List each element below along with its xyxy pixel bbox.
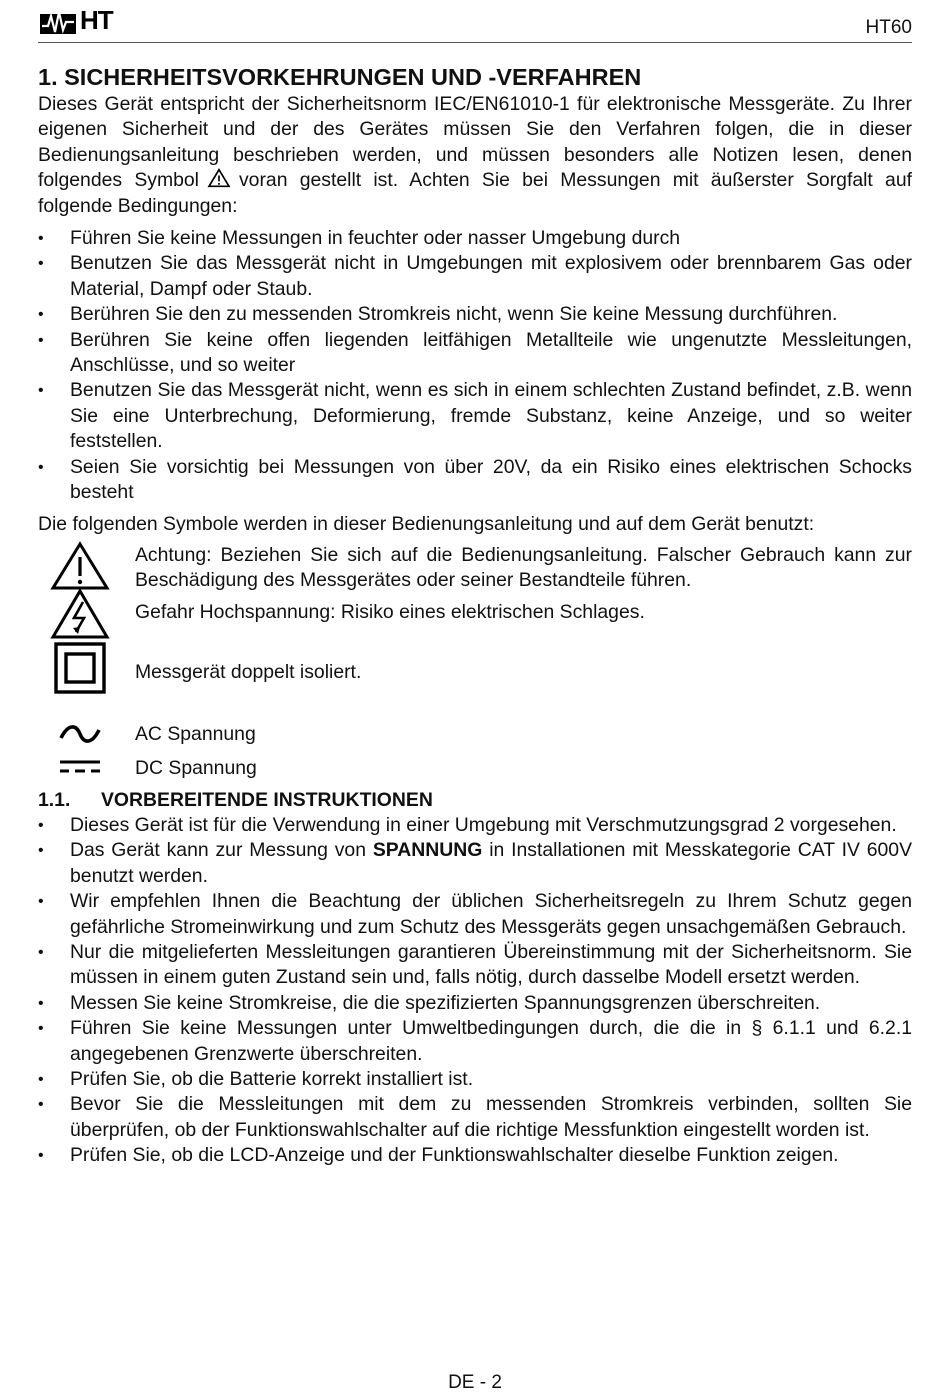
list-item: • Bevor Sie die Messleitungen mit dem zu messenden Stromkreis verbinden, sollten Sie überprüfen, ob der Funktionswahlschalter auf die richtige Messfunktion eingestellt worden ist.	[38, 1092, 912, 1143]
intro-text-a: Dieses Gerät entspricht der Sicherheitsnorm IEC/EN61010-1 für elektronische Messgeräte. Zu Ihrer eigenen Sicherheit und der des Gerätes müssen Sie den Verfahren folgen, die in dieser Bedienungsanleitung beschrieben werden, und müssen besonders alle Notizen lesen, denen folgendes Symbol	[38, 93, 912, 192]
list-item: • Benutzen Sie das Messgerät nicht in Umgebungen mit explosivem oder brennbarem Gas oder Material, Dampf oder Staub.	[38, 251, 912, 302]
symbol-row	[38, 660, 912, 720]
subsection-title-text: VORBEREITENDE INSTRUKTIONEN	[101, 788, 433, 811]
list-text: Das Gerät kann zur Messung von	[70, 839, 367, 862]
dc-voltage-icon	[58, 756, 102, 776]
logo-text: HT	[80, 5, 113, 35]
list-item: • Führen Sie keine Messungen in feuchter oder nasser Umgebung durch	[38, 226, 912, 251]
symbols-legend	[38, 543, 912, 786]
list-item: • Messen Sie keine Stromkreise, die die spezifizierten Spannungsgrenzen überschreiten.	[38, 991, 912, 1016]
symbol-text: DC Spannung	[135, 756, 257, 779]
symbol-text: Messgerät doppelt isoliert.	[135, 660, 362, 683]
page-content	[38, 62, 912, 1169]
section-title: 1. SICHERHEITSVORKEHRUNGEN UND -VERFAHREN	[38, 64, 642, 90]
conditions-list	[38, 226, 912, 505]
list-item: • Prüfen Sie, ob die Batterie korrekt installiert ist.	[38, 1067, 912, 1092]
list-item: • Berühren Sie keine offen liegenden leitfähigen Metallteile wie ungenutzte Messleitungen, Anschlüsse, und so weiter	[38, 328, 912, 379]
intro-text-b: voran gestellt ist. Achten Sie bei Messungen mit äußerster Sorgfalt auf folgende Bedingungen:	[38, 169, 913, 217]
symbol-text: AC Spannung	[135, 722, 256, 745]
intro-paragraph	[38, 92, 912, 219]
list-item: • Benutzen Sie das Messgerät nicht, wenn es sich in einem schlechten Zustand befindet, z.B. wenn Sie eine Unterbrechung, Deformierung, fremde Substanz, keine Anzeige, und so weiter feststellen.	[38, 378, 912, 454]
list-item: • Nur die mitgelieferten Messleitungen garantieren Übereinstimmung mit der Sicherheitsnorm. Sie müssen in einem guten Zustand sein und, falls nötig, durch dasselbe Modell ersetzt werden.	[38, 940, 912, 991]
instructions-list	[38, 813, 912, 1169]
list-item: • Berühren Sie den zu messenden Stromkreis nicht, wenn Sie keine Messung durchführen.	[38, 302, 912, 327]
list-text: in Installationen mit Messkategorie CAT IV 600V benutzt werden.	[70, 839, 913, 887]
symbol-text: Gefahr Hochspannung: Risiko eines elektrischen Schlages.	[135, 600, 645, 623]
page-header	[38, 4, 912, 43]
ac-voltage-icon	[58, 722, 102, 746]
model-name: HT60	[865, 17, 912, 38]
symbol-row	[38, 543, 912, 595]
warning-triangle-icon	[50, 541, 110, 591]
list-item: • Führen Sie keine Messungen unter Umweltbedingungen durch, die die in § 6.1.1 und 6.2.1 angegebenen Grenzwerte überschreiten.	[38, 1016, 912, 1067]
list-item: • Prüfen Sie, ob die LCD-Anzeige und der Funktionswahlschalter dieselbe Funktion zeigen.	[38, 1143, 912, 1168]
list-item: • Wir empfehlen Ihnen die Beachtung der üblichen Sicherheitsregeln zu Ihrem Schutz gegen gefährliche Stromeinwirkung und zum Schutz des Messgeräts gegen unsachgemäßen Gebrauch.	[38, 889, 912, 940]
symbol-row	[38, 600, 912, 655]
page-number: DE - 2	[448, 1372, 502, 1393]
warning-inline-icon	[205, 168, 233, 188]
symbols-intro: Die folgenden Symbole werden in dieser Bedienungsanleitung und auf dem Gerät benutzt:	[38, 512, 815, 535]
list-item: • Seien Sie vorsichtig bei Messungen von über 20V, da ein Risiko eines elektrischen Schocks besteht	[38, 455, 912, 506]
high-voltage-icon	[50, 588, 110, 640]
subsection-number: 1.1.	[38, 788, 71, 811]
list-text-bold: SPANNUNG	[372, 839, 483, 862]
list-item: • Dieses Gerät ist für die Verwendung in einer Umgebung mit Verschmutzungsgrad 2 vorgesehen.	[38, 813, 912, 838]
symbol-text: Achtung: Beziehen Sie sich auf die Bedienungsanleitung. Falscher Gebrauch kann zur Beschädigung des Messgerätes oder seiner Bestandteile führen.	[135, 543, 912, 592]
symbol-row	[38, 722, 912, 756]
double-insulation-icon	[54, 642, 106, 694]
list-item	[38, 838, 912, 889]
symbol-row	[38, 756, 912, 786]
subsection-title	[38, 788, 912, 813]
